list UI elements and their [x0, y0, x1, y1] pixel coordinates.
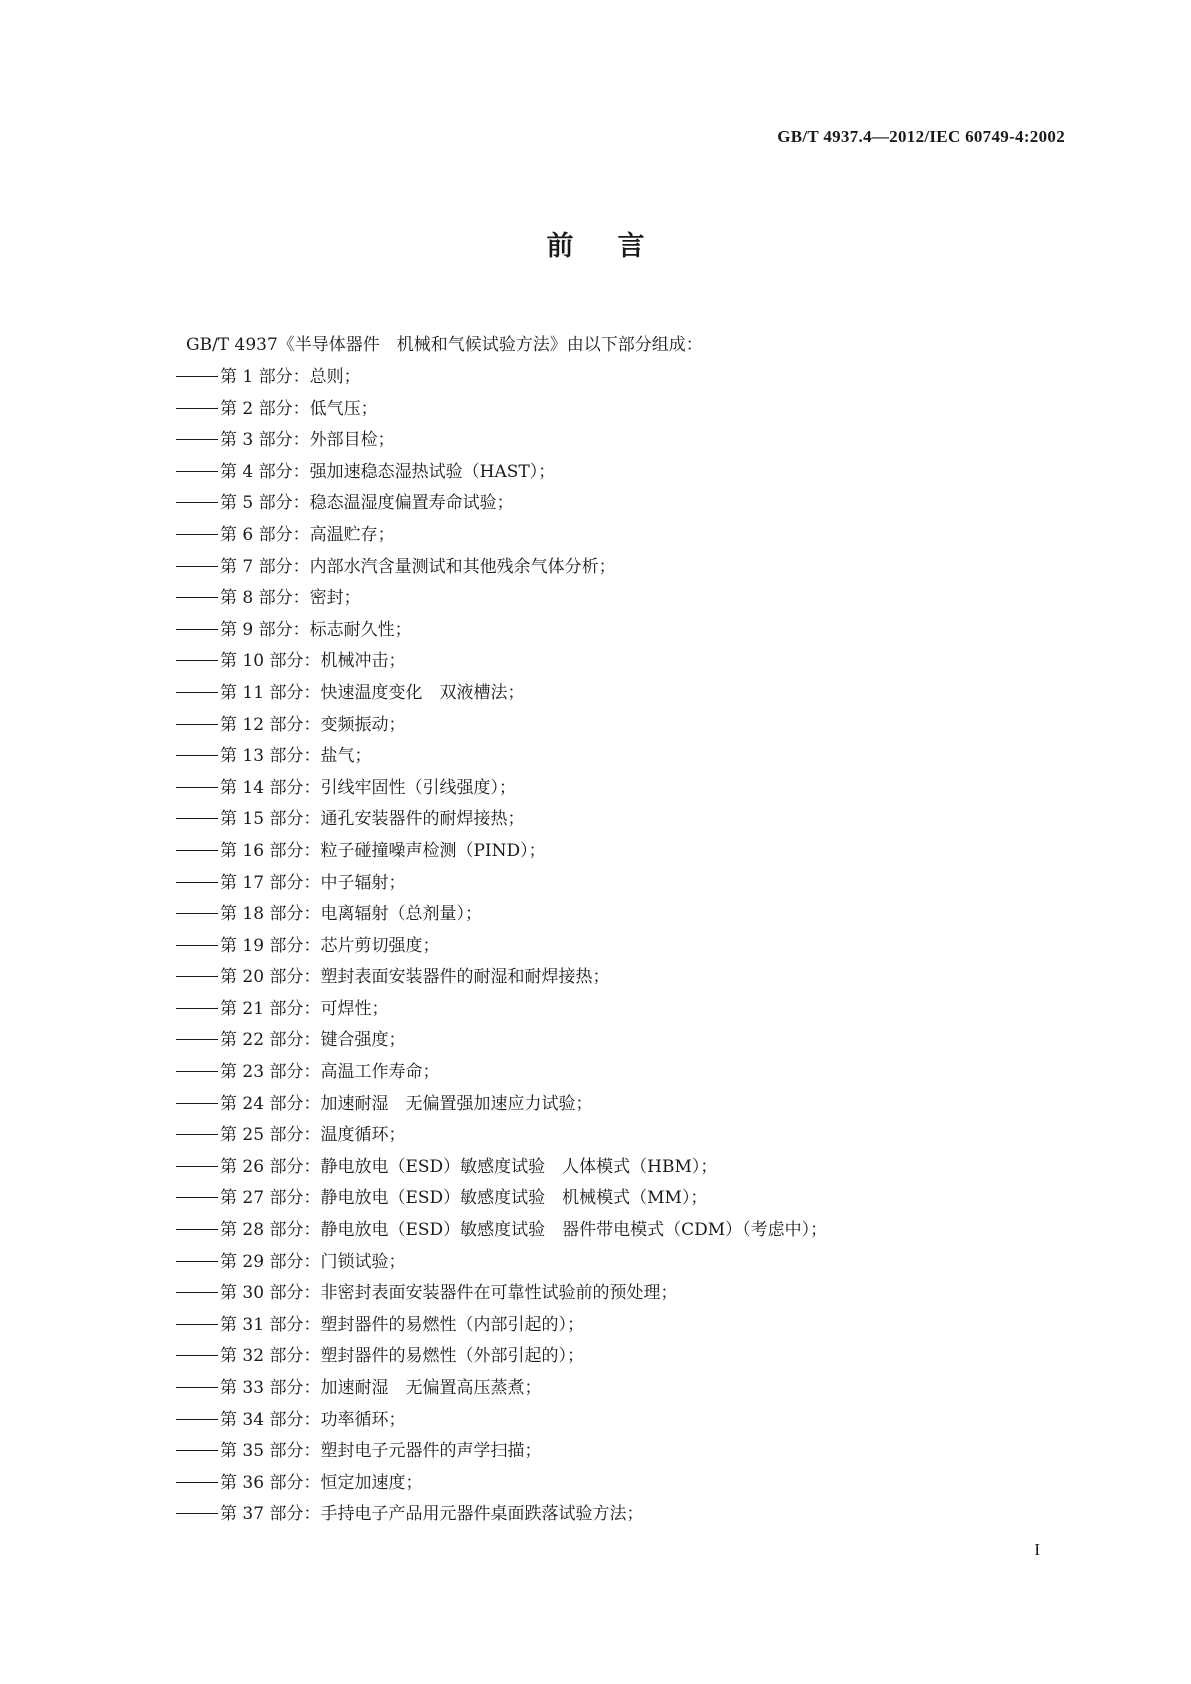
- part-text: 第 16 部分：粒子碰撞噪声检测（PIND）；: [220, 840, 546, 861]
- dash-marker: [176, 1387, 218, 1388]
- list-item: [176, 777, 827, 809]
- dash-marker: [176, 1450, 218, 1451]
- list-item: [176, 1029, 827, 1061]
- part-text: 第 33 部分：加速耐湿 无偏置高压蒸煮；: [220, 1378, 542, 1398]
- dash-marker: [176, 724, 218, 725]
- dash-marker: [176, 755, 218, 756]
- list-item: [176, 492, 827, 524]
- list-item: [176, 398, 827, 430]
- list-item: [176, 1377, 827, 1409]
- part-text: 第 12 部分：变频振动；: [220, 714, 406, 735]
- part-text: 第 28 部分：静电放电（ESD）敏感度试验 器件带电模式（CDM）（考虑中）；: [220, 1220, 828, 1241]
- part-text: 第 4 部分：强加速稳态湿热试验（HAST）；: [220, 461, 556, 482]
- part-text: 第 8 部分：密封；: [220, 588, 361, 609]
- dash-marker: [176, 1513, 218, 1514]
- intro-paragraph: GB/T 4937《半导体器件 机械和气候试验方法》由以下部分组成：: [186, 335, 703, 355]
- dash-marker: [176, 882, 218, 883]
- dash-marker: [176, 1355, 218, 1356]
- part-text: 第 17 部分：中子辐射；: [220, 872, 406, 893]
- parts-list: [176, 366, 827, 1535]
- part-text: 第 32 部分：塑封器件的易燃性（外部引起的）；: [220, 1346, 584, 1367]
- list-item: [176, 1187, 827, 1219]
- list-item: [176, 366, 827, 398]
- list-item: [176, 903, 827, 935]
- part-text: 第 5 部分：稳态温湿度偏置寿命试验；: [220, 493, 514, 514]
- dash-marker: [176, 1134, 218, 1135]
- part-text: 第 3 部分：外部目检；: [220, 430, 395, 451]
- dash-marker: [176, 1071, 218, 1072]
- dash-marker: [176, 1197, 218, 1198]
- list-item: [176, 1093, 827, 1125]
- dash-marker: [176, 566, 218, 567]
- page-title: 前言: [546, 231, 689, 262]
- dash-marker: [176, 850, 218, 851]
- list-item: [176, 966, 827, 998]
- part-text: 第 14 部分：引线牢固性（引线强度）；: [220, 777, 516, 798]
- dash-marker: [176, 376, 218, 377]
- list-item: [176, 998, 827, 1030]
- dash-marker: [176, 502, 218, 503]
- dash-marker: [176, 1261, 218, 1262]
- list-item: [176, 808, 827, 840]
- dash-marker: [176, 787, 218, 788]
- dash-marker: [176, 692, 218, 693]
- part-text: 第 37 部分：手持电子产品用元器件桌面跌落试验方法；: [220, 1504, 644, 1525]
- list-item: [176, 556, 827, 588]
- part-text: 第 6 部分：高温贮存；: [220, 524, 395, 545]
- part-text: 第 1 部分：总则；: [220, 367, 361, 387]
- list-item: [176, 714, 827, 746]
- list-item: [176, 1124, 827, 1156]
- part-text: 第 2 部分：低气压；: [220, 398, 378, 419]
- dash-marker: [176, 945, 218, 946]
- dash-marker: [176, 818, 218, 819]
- part-text: 第 35 部分：塑封电子元器件的声学扫描；: [220, 1441, 542, 1462]
- dash-marker: [176, 1292, 218, 1293]
- part-text: 第 26 部分：静电放电（ESD）敏感度试验 人体模式（HBM）；: [220, 1156, 718, 1177]
- part-text: 第 11 部分：快速温度变化 双液槽法；: [220, 682, 525, 703]
- part-text: 第 24 部分：加速耐湿 无偏置强加速应力试验；: [220, 1093, 593, 1114]
- dash-marker: [176, 1229, 218, 1230]
- dash-marker: [176, 534, 218, 535]
- list-item: [176, 682, 827, 714]
- list-item: [176, 935, 827, 967]
- dash-marker: [176, 1482, 218, 1483]
- list-item: [176, 1345, 827, 1377]
- list-item: [176, 1061, 827, 1093]
- part-text: 第 34 部分：功率循环；: [220, 1409, 406, 1430]
- part-text: 第 20 部分：塑封表面安装器件的耐湿和耐焊接热；: [220, 967, 610, 988]
- list-item: [176, 1503, 827, 1535]
- dash-marker: [176, 1008, 218, 1009]
- dash-marker: [176, 439, 218, 440]
- list-item: [176, 1409, 827, 1441]
- part-text: 第 36 部分：恒定加速度；: [220, 1472, 423, 1493]
- dash-marker: [176, 1039, 218, 1040]
- dash-marker: [176, 913, 218, 914]
- list-item: [176, 1251, 827, 1283]
- part-text: 第 18 部分：电离辐射（总剂量）；: [220, 904, 482, 925]
- list-item: [176, 461, 827, 493]
- list-item: [176, 840, 827, 872]
- part-text: 第 30 部分：非密封表面安装器件在可靠性试验前的预处理；: [220, 1283, 678, 1304]
- list-item: [176, 1156, 827, 1188]
- part-text: 第 9 部分：标志耐久性；: [220, 619, 412, 640]
- list-item: [176, 429, 827, 461]
- list-item: [176, 872, 827, 904]
- dash-marker: [176, 408, 218, 409]
- dash-marker: [176, 660, 218, 661]
- list-item: [176, 524, 827, 556]
- dash-marker: [176, 1324, 218, 1325]
- standard-number: GB/T 4937.4—2012/IEC 60749-4:2002: [777, 127, 1065, 146]
- dash-marker: [176, 597, 218, 598]
- list-item: [176, 1282, 827, 1314]
- part-text: 第 31 部分：塑封器件的易燃性（内部引起的）；: [220, 1314, 584, 1335]
- part-text: 第 21 部分：可焊性；: [220, 998, 389, 1019]
- part-text: 第 7 部分：内部水汽含量测试和其他残余气体分析；: [220, 556, 616, 577]
- list-item: [176, 1219, 827, 1251]
- page-number: I: [1034, 1540, 1040, 1559]
- part-text: 第 22 部分：键合强度；: [220, 1030, 406, 1051]
- part-text: 第 25 部分：温度循环；: [220, 1125, 406, 1146]
- dash-marker: [176, 471, 218, 472]
- list-item: [176, 745, 827, 777]
- part-text: 第 29 部分：门锁试验；: [220, 1251, 406, 1272]
- part-text: 第 27 部分：静电放电（ESD）敏感度试验 机械模式（MM）；: [220, 1188, 708, 1209]
- list-item: [176, 650, 827, 682]
- part-text: 第 23 部分：高温工作寿命；: [220, 1062, 440, 1083]
- dash-marker: [176, 1103, 218, 1104]
- list-item: [176, 1314, 827, 1346]
- list-item: [176, 1440, 827, 1472]
- part-text: 第 19 部分：芯片剪切强度；: [220, 935, 440, 956]
- dash-marker: [176, 1166, 218, 1167]
- dash-marker: [176, 629, 218, 630]
- dash-marker: [176, 1419, 218, 1420]
- list-item: [176, 1472, 827, 1504]
- part-text: 第 13 部分：盐气；: [220, 746, 372, 767]
- list-item: [176, 587, 827, 619]
- list-item: [176, 619, 827, 651]
- part-text: 第 10 部分：机械冲击；: [220, 651, 406, 672]
- dash-marker: [176, 976, 218, 977]
- part-text: 第 15 部分：通孔安装器件的耐焊接热；: [220, 809, 525, 830]
